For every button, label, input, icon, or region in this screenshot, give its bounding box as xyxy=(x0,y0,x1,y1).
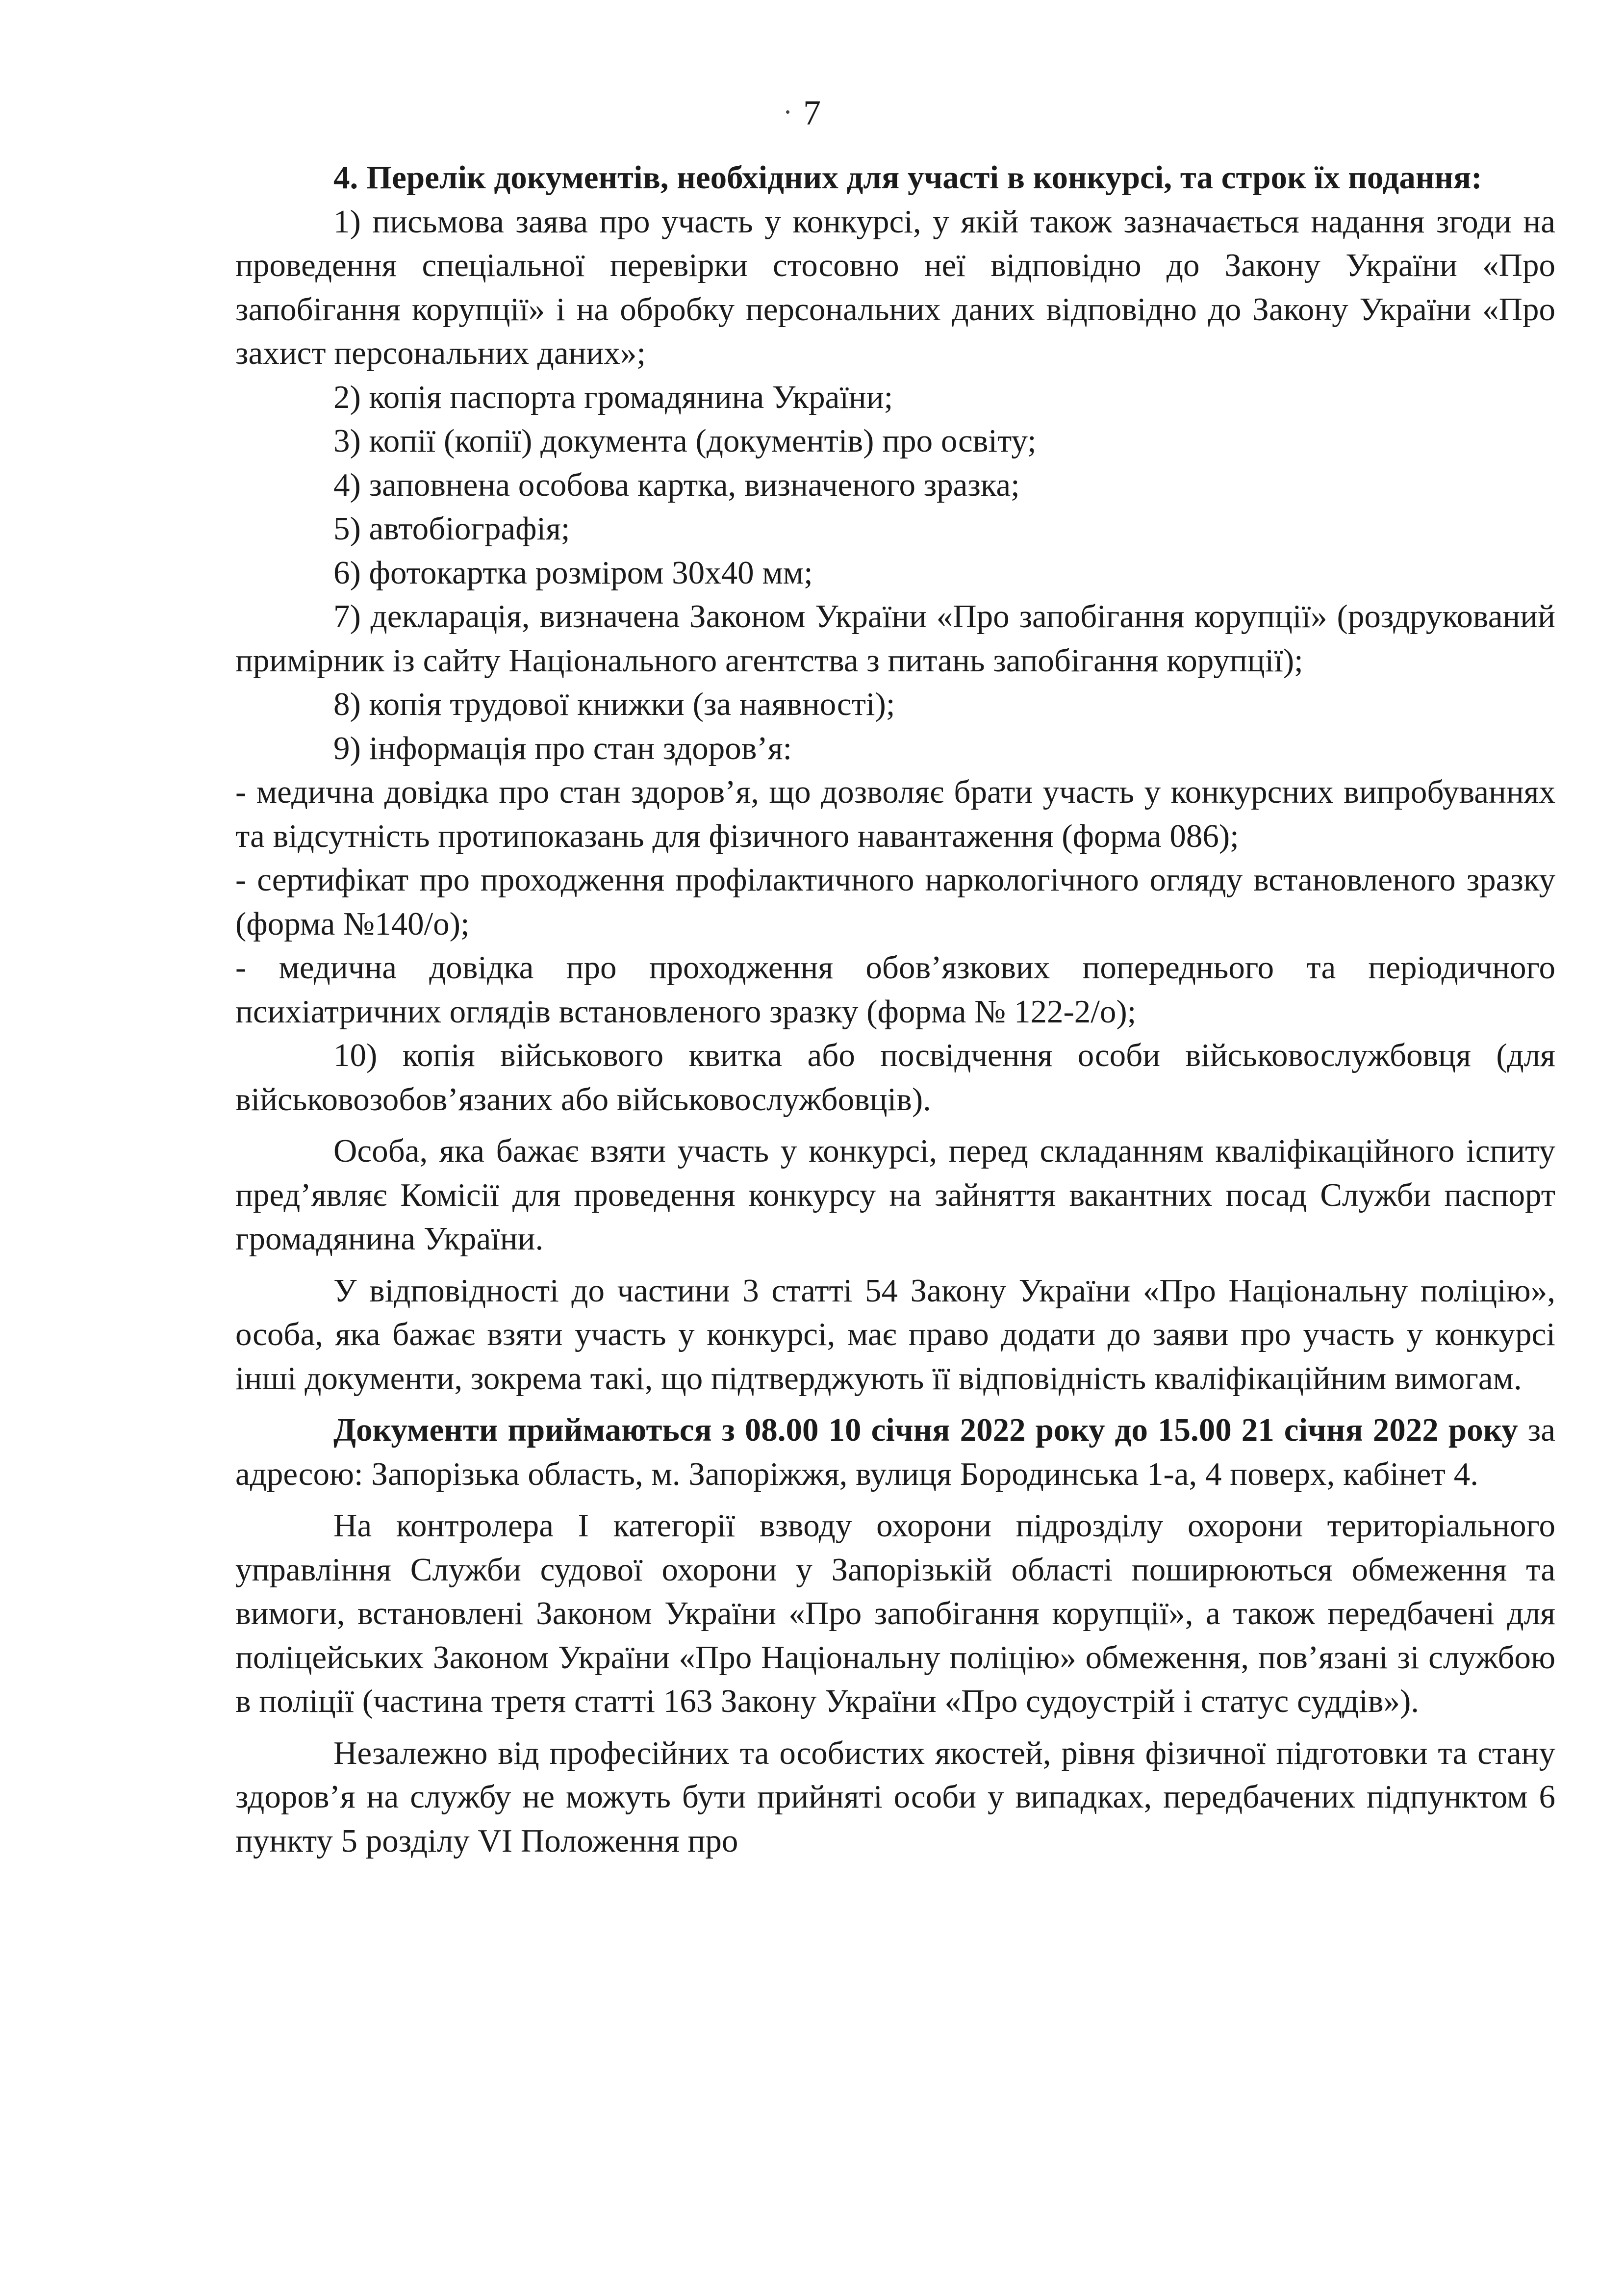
list-item-2: 2) копія паспорта громадянина України; xyxy=(333,379,893,415)
paragraph-documents-accepted xyxy=(235,1408,1555,1496)
list-item-9: 9) інформація про стан здоров’я: xyxy=(333,730,792,766)
list-item-8: 8) копія трудової книжки (за наявності); xyxy=(333,686,895,722)
list-item-4: 4) заповнена особова картка, визначеного зразка; xyxy=(333,466,1020,503)
list-item-6: 6) фотокартка розміром 30х40 мм; xyxy=(333,554,813,591)
documents-accepted-dates: Документи приймаються з 08.00 10 січня 2022 року до 15.00 21 січня 2022 року xyxy=(333,1412,1518,1448)
health-item-medical-certificate: - медична довідка про стан здоров’я, що дозволяє брати участь у конкурсних випробуваннях та відсутність протипоказань для фізичного навантаження (форма 086); xyxy=(235,774,1555,854)
list-item-5: 5) автобіографія; xyxy=(333,510,570,547)
documents-accepted-address: за адресою: Запорізька область, м. Запоріжжя, вулиця Бородинська 1-а, 4 поверх, кабінет 4. xyxy=(235,1412,1555,1492)
paragraph-passport: Особа, яка бажає взяти участь у конкурсі, перед складанням кваліфікаційного іспиту пред’являє Комісії для проведення конкурсу на зайняття вакантних посад Служби паспорт громадянина України. xyxy=(235,1133,1555,1257)
list-item-1: 1) письмова заява про участь у конкурсі, у якій також зазначається надання згоди на проведення спеціальної перевірки стосовно неї відповідно до Закону України «Про запобігання корупції» і на обробку персональних даних відповідно до Закону України «Про захист персональних даних»; xyxy=(235,203,1555,371)
list-item-3: 3) копії (копії) документа (документів) про освіту; xyxy=(333,423,1037,459)
health-item-psychiatric-certificate: - медична довідка про проходження обов’язкових попереднього та періодичного психіатричних оглядів встановленого зразку (форма № 122-2/о); xyxy=(235,949,1555,1030)
paragraph-article-54: У відповідності до частини 3 статті 54 Закону України «Про Національну поліцію», особа, яка бажає взяти участь у конкурсі, має право додати до заяви про участь у конкурсі інші документи, зокрема такі, що підтверджують її відповідність кваліфікаційним вимогам. xyxy=(235,1272,1555,1397)
page-number: 7 xyxy=(803,93,821,132)
health-item-narcology-certificate: - сертифікат про проходження профілактичного наркологічного огляду встановленого зразку (форма №140/о); xyxy=(235,862,1555,942)
paragraph-restrictions: На контролера І категорії взводу охорони підрозділу охорони територіального управління Служби судової охорони у Запорізькій області поширюються обмеження та вимоги, встановлені Законом України «Про запобігання корупції», а також передбачені для поліцейських Законом України «Про Національну поліцію» обмеження, пов’язані зі службою в поліції (частина третя статті 163 Закону України «Про судоустрій і статус суддів»). xyxy=(235,1507,1555,1719)
document-body xyxy=(235,156,1555,1863)
list-item-10: 10) копія військового квитка або посвідчення особи військовослужбовця (для військовозобов’язаних або військовослужбовців). xyxy=(235,1037,1555,1118)
paragraph-regardless: Незалежно від професійних та особистих якостей, рівня фізичної підготовки та стану здоров’я на службу не можуть бути прийняті особи у випадках, передбачених підпунктом 6 пункту 5 розділу VI Положення про xyxy=(235,1734,1555,1859)
list-item-7: 7) декларація, визначена Законом України «Про запобігання корупції» (роздрукований примірник із сайту Національного агентства з питань запобігання корупції); xyxy=(235,598,1555,679)
section-heading: 4. Перелік документів, необхідних для участі в конкурсі, та строк їх подання: xyxy=(333,159,1482,196)
